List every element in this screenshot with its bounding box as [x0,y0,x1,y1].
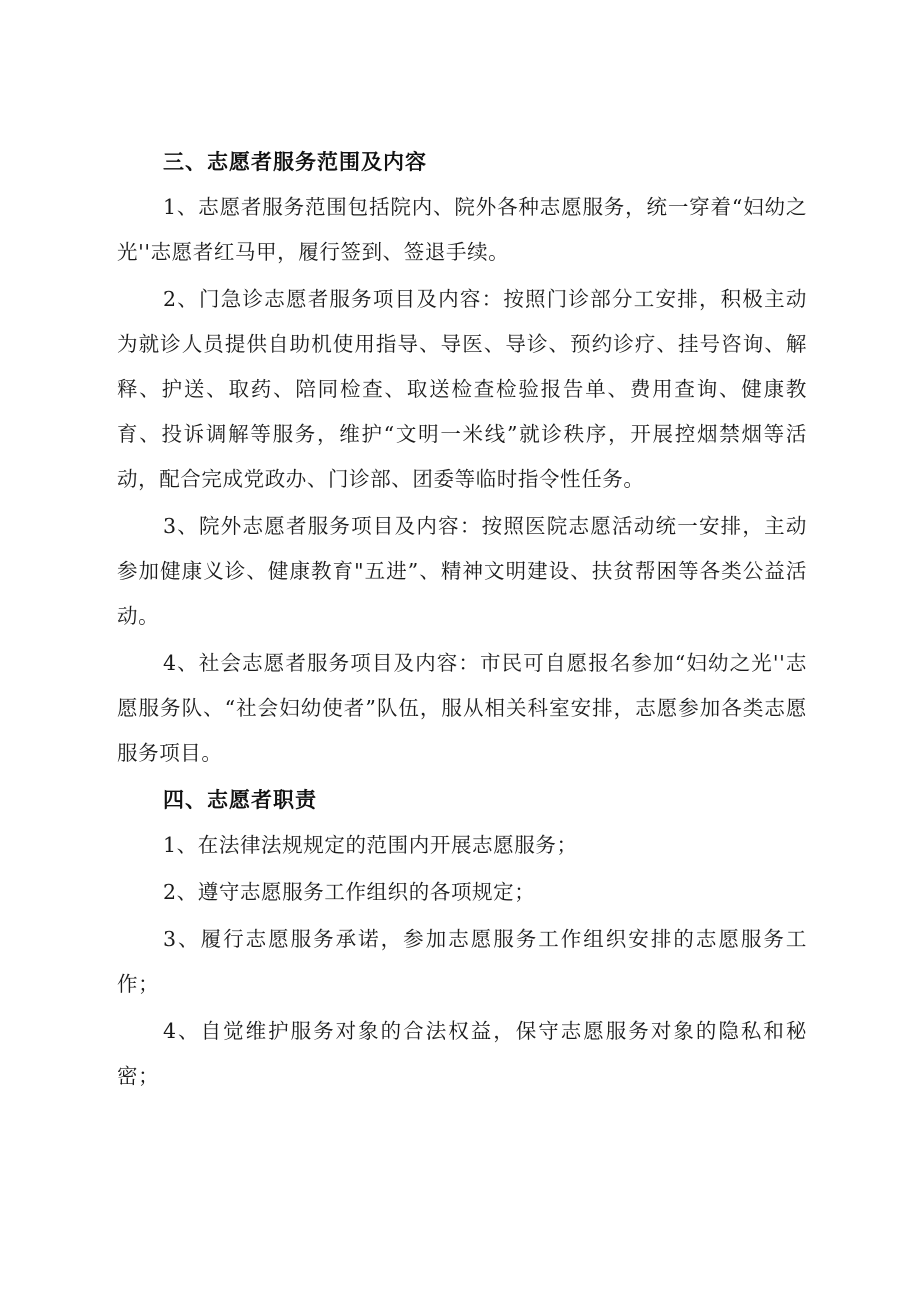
paragraph: 4、社会志愿者服务项目及内容：市民可自愿报名参加“妇幼之光''志愿服务队、“社会妇幼使者”队伍，服从相关科室安排，志愿参加各类志愿服务项目。 [117,651,807,765]
section-volunteer-duties [117,778,807,1099]
paragraph: 3、院外志愿者服务项目及内容：按照医院志愿活动统一安排，主动参加健康义诊、健康教育"五进”、精神文明建设、扶贫帮困等各类公益活动。 [117,514,807,628]
paragraph: 3、履行志愿服务承诺，参加志愿服务工作组织安排的志愿服务工作； [117,927,807,996]
section-heading: 四、志愿者职责 [163,788,317,812]
paragraph: 2、门急诊志愿者服务项目及内容：按照门诊部分工安排，积极主动为就诊人员提供自助机使用指导、导医、导诊、预约诊疗、挂号咨询、解释、护送、取药、陪同检查、取送检查检验报告单、费用查询、健康教育、投诉调解等服务，维护“文明一米线”就诊秩序，开展控烟禁烟等活动，配合完成党政办、门诊部、团委等临时指令性任务。 [117,287,807,491]
document-body [117,140,807,1101]
paragraph: 4、自觉维护服务对象的合法权益，保守志愿服务对象的隐私和秘密； [117,1019,807,1088]
paragraph: 2、遵守志愿服务工作组织的各项规定； [163,880,536,904]
paragraph: 1、志愿者服务范围包括院内、院外各种志愿服务，统一穿着“妇幼之光''志愿者红马甲，履行签到、签退手续。 [117,195,807,264]
section-service-scope [117,140,807,776]
paragraph: 1、在法律法规规定的范围内开展志愿服务； [163,833,578,857]
section-heading: 三、志愿者服务范围及内容 [163,150,427,174]
